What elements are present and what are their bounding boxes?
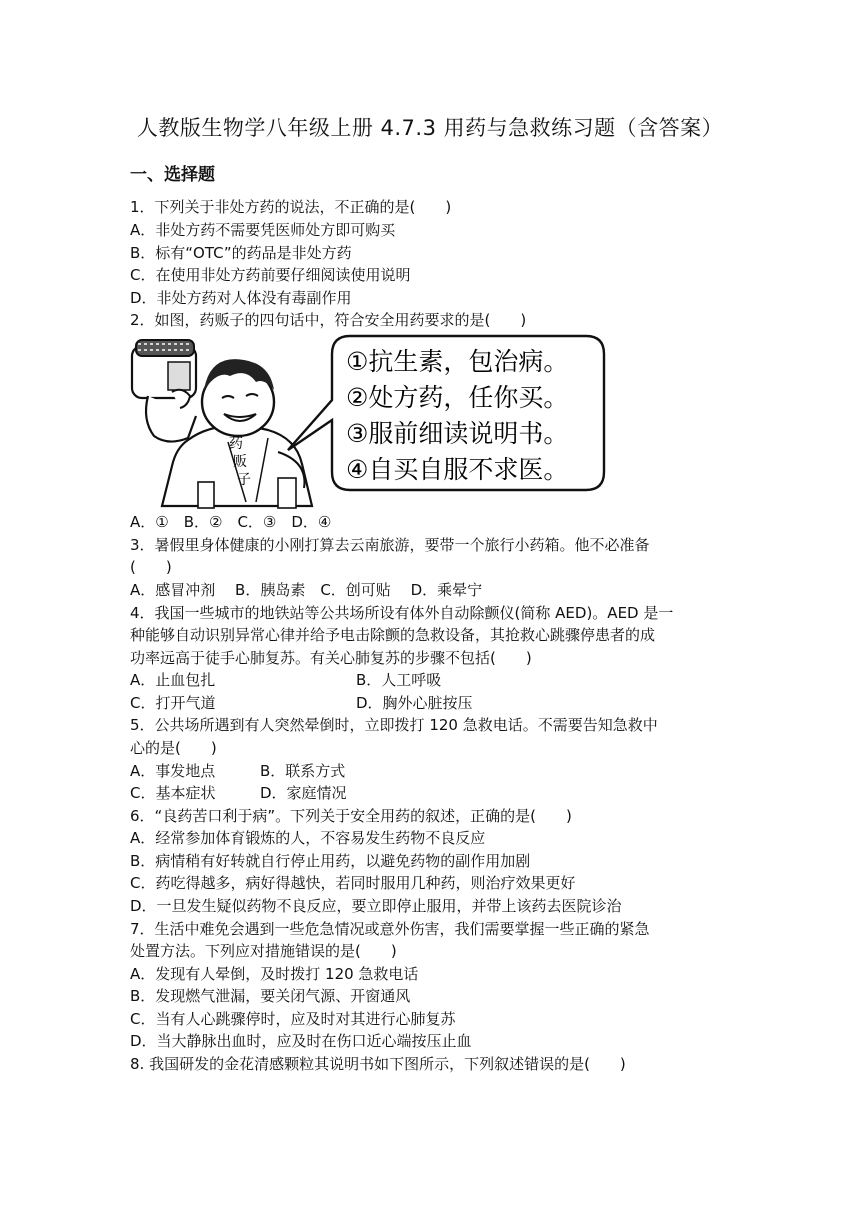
question-1-option-a: A．非处方药不需要凭医师处方即可购买 [130,221,396,239]
question-4-option-c: C．打开气道 [130,694,216,712]
question-7-option-b: B．发现燃气泄漏，要关闭气源、开窗通风 [130,987,411,1005]
question-6-stem: 6．“良药苦口利于病”。下列关于安全用药的叙述，正确的是( ) [130,807,572,825]
question-5-option-a: A．事发地点 [130,762,216,780]
question-6-option-a: A．经常参加体育锻炼的人，不容易发生药物不良反应 [130,829,486,847]
question-3-options: A．感冒冲剂 B．胰岛素 C．创可贴 D．乘晕宁 [130,581,483,599]
question-4-option-b: B．人工呼吸 [356,671,442,689]
question-1-option-d: D．非处方药对人体没有毒副作用 [130,289,352,307]
question-3-stem: 3．暑假里身体健康的小刚打算去云南旅游，要带一个旅行小药箱。他不必准备 [130,536,650,554]
vendor-label-char-3: 子 [237,472,251,488]
question-6-option-c: C．药吃得越多，病好得越快，若同时服用几种药，则治疗效果更好 [130,874,576,892]
question-7-stem: 7．生活中难免会遇到一些危急情况或意外伤害，我们需要掌握一些正确的紧急 [130,920,650,938]
question-4-stem: 4．我国一些城市的地铁站等公共场所设有体外自动除颤仪(简称 AED)。AED 是一 [130,604,674,622]
question-5-stem-2: 心的是( ) [130,739,217,757]
question-1-stem: 1．下列关于非处方药的说法，不正确的是( ) [130,198,452,216]
question-6-option-d: D．一旦发生疑似药物不良反应，要立即停止服用，并带上该药去医院诊治 [130,897,622,915]
medicine-bottle-icon [132,340,196,398]
question-7-option-a: A．发现有人晕倒，及时拨打 120 急救电话 [130,965,419,983]
bubble-line-3: ③服前细读说明书。 [346,419,569,448]
question-5-stem: 5．公共场所遇到有人突然晕倒时，立即拨打 120 急救电话。不需要告知急救中 [130,716,658,734]
question-5-option-c: C．基本症状 [130,784,216,802]
question-1-option-b: B．标有“OTC”的药品是非处方药 [130,244,352,262]
question-4-stem-2: 种能够自动识别异常心律并给予电击除颤的急救设备，其抢救心跳骤停患者的成 [130,626,656,644]
question-7-option-c: C．当有人心跳骤停时，应及时对其进行心肺复苏 [130,1010,456,1028]
question-7-stem-2: 处置方法。下列应对措施错误的是( ) [130,942,397,960]
question-4-option-a: A．止血包扎 [130,671,216,689]
question-4-stem-3: 功率远高于徒手心肺复苏。有关心肺复苏的步骤不包括( ) [130,649,532,667]
question-3-stem-cont: ( ) [130,558,172,576]
bubble-line-4: ④自买自服不求医。 [346,455,569,484]
question-6-option-b: B．病情稍有好转就自行停止用药，以避免药物的副作用加剧 [130,852,531,870]
question-2-options: A．① B．② C．③ D．④ [130,513,332,531]
drug-vendor-cartoon [128,332,608,510]
question-7-option-d: D．当大静脉出血时，应及时在伤口近心端按压止血 [130,1032,472,1050]
question-1-option-c: C．在使用非处方药前要仔细阅读使用说明 [130,266,411,284]
section-heading: 一、选择题 [130,165,215,185]
bubble-line-2: ②处方药，任你买。 [346,383,569,412]
vendor-label-char-2: 贩 [233,454,247,470]
document-title: 人教版生物学八年级上册 4.7.3 用药与急救练习题（含答案） [136,116,724,140]
question-5-option-b: B．联系方式 [260,762,346,780]
bubble-line-1: ①抗生素，包治病。 [346,347,569,376]
question-4-option-d: D．胸外心脏按压 [356,694,473,712]
vendor-label-char-1: 药 [229,436,243,452]
question-2-stem: 2．如图，药贩子的四句话中，符合安全用药要求的是( ) [130,311,527,329]
question-5-option-d: D．家庭情况 [260,784,347,802]
question-8-stem: 8. 我国研发的金花清感颗粒其说明书如下图所示，下列叙述错误的是( ) [130,1055,626,1073]
